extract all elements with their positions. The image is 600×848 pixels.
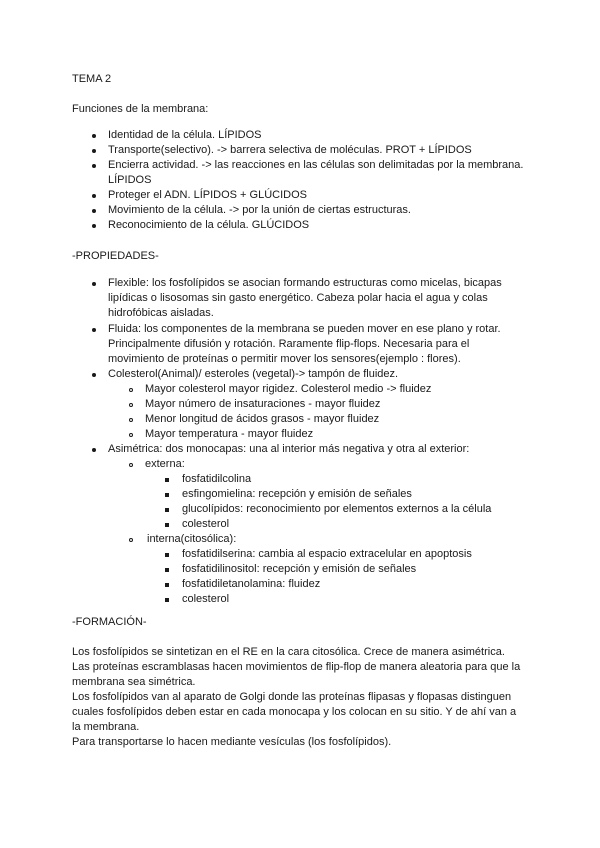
colesterol-item: Mayor temperatura - mayor fluidez	[145, 428, 314, 440]
bullet-icon	[92, 194, 96, 198]
formacion-line: membrana sea simétrica.	[72, 676, 196, 688]
fluida-line: movimiento de proteínas o permitir mover los sensores(ejemplo : flores).	[108, 353, 461, 365]
interna-item: colesterol	[182, 593, 230, 605]
flexible-line: hidrofóbicas aisladas.	[108, 307, 214, 319]
funcion-item: Proteger el ADN. LÍPIDOS + GLÚCIDOS	[108, 189, 307, 201]
square-bullet-icon	[165, 523, 169, 527]
formacion-line: Los fosfolípidos van al aparato de Golgi donde las proteínas flipasas y flopasas distinguen	[72, 691, 512, 703]
interna-item: fosfatidilserina: cambia al espacio extracelular en apoptosis	[182, 548, 472, 560]
externa-item: colesterol	[182, 518, 230, 530]
externa-item: glucolípidos: reconocimiento por elementos externos a la célula	[182, 503, 492, 515]
bullet-icon	[92, 448, 96, 452]
bullet-icon	[92, 282, 96, 286]
colesterol-item: Mayor colesterol mayor rigidez. Colesterol medio -> fluidez	[145, 383, 432, 395]
square-bullet-icon	[165, 568, 169, 572]
square-bullet-icon	[165, 478, 169, 482]
bullet-icon	[92, 209, 96, 213]
fluida-line: Principalmente difusión y rotación. Raramente flip-flops. Necesaria para el	[108, 338, 470, 350]
funcion-item: Movimiento de la célula. -> por la unión de ciertas estructuras.	[108, 204, 411, 216]
flexible-line: Flexible: los fosfolípidos se asocian formando estructuras como micelas, bicapas	[108, 277, 502, 289]
formacion-line: la membrana.	[72, 721, 140, 733]
square-bullet-icon	[165, 493, 169, 497]
circle-bullet-icon	[129, 388, 133, 392]
circle-bullet-icon	[129, 538, 133, 542]
square-bullet-icon	[165, 583, 169, 587]
formacion-line: Los fosfolípidos se sintetizan en el RE en la cara citosólica. Crece de manera asimétrica.	[72, 646, 505, 658]
flexible-line: lipídicas o lisosomas sin gasto energético. Cabeza polar hacia el agua y colas	[108, 292, 488, 304]
fluida-line: Fluida: los componentes de la membrana se pueden mover en ese plano y rotar.	[108, 323, 501, 335]
bullet-icon	[92, 328, 96, 332]
funcion-item-continuation: LÍPIDOS	[108, 174, 152, 186]
bullet-icon	[92, 164, 96, 168]
colesterol-item: Menor longitud de ácidos grasos - mayor fluidez	[145, 413, 380, 425]
bullet-icon	[92, 373, 96, 377]
interna-item: fosfatidiletanolamina: fluidez	[182, 578, 321, 590]
funcion-item: Reconocimiento de la célula. GLÚCIDOS	[108, 219, 310, 231]
circle-bullet-icon	[129, 418, 133, 422]
circle-bullet-icon	[129, 463, 133, 467]
asimetrica-label: Asimétrica: dos monocapas: una al interior más negativa y otra al exterior:	[108, 443, 470, 455]
externa-label: externa:	[145, 458, 185, 470]
formacion-line: Las proteínas escramblasas hacen movimientos de flip-flop de manera aleatoria para que la	[72, 661, 521, 673]
circle-bullet-icon	[129, 403, 133, 407]
funcion-item: Identidad de la célula. LÍPIDOS	[108, 129, 262, 141]
formacion-line: cuales fosfolípidos deben estar en cada monocapa y los colocan en su sitio. Y de ahí van a	[72, 706, 517, 718]
funcion-item: Encierra actividad. -> las reacciones en las células son delimitadas por la membrana.	[108, 159, 524, 171]
formacion-line: Para transportarse lo hacen mediante vesículas (los fosfolípidos).	[72, 736, 392, 748]
colesterol-item: Mayor número de insaturaciones - mayor fluidez	[145, 398, 381, 410]
externa-item: fosfatidilcolina	[182, 473, 252, 485]
bullet-icon	[92, 224, 96, 228]
formacion-heading: -FORMACIÓN-	[72, 616, 147, 628]
circle-bullet-icon	[129, 433, 133, 437]
bullet-icon	[92, 149, 96, 153]
square-bullet-icon	[165, 508, 169, 512]
square-bullet-icon	[165, 598, 169, 602]
bullet-icon	[92, 134, 96, 138]
interna-item: fosfatidilinositol: recepción y emisión de señales	[182, 563, 417, 575]
interna-label: interna(citosólica):	[147, 533, 237, 545]
square-bullet-icon	[165, 553, 169, 557]
colesterol-label: Colesterol(Animal)/ esteroles (vegetal)-> tampón de fluidez.	[108, 368, 399, 380]
propiedades-heading: -PROPIEDADES-	[72, 250, 159, 262]
document-title: TEMA 2	[72, 73, 112, 85]
externa-item: esfingomielina: recepción y emisión de señales	[182, 488, 412, 500]
funcion-item: Transporte(selectivo). -> barrera selectiva de moléculas. PROT + LÍPIDOS	[108, 144, 472, 156]
funciones-heading: Funciones de la membrana:	[72, 103, 209, 115]
